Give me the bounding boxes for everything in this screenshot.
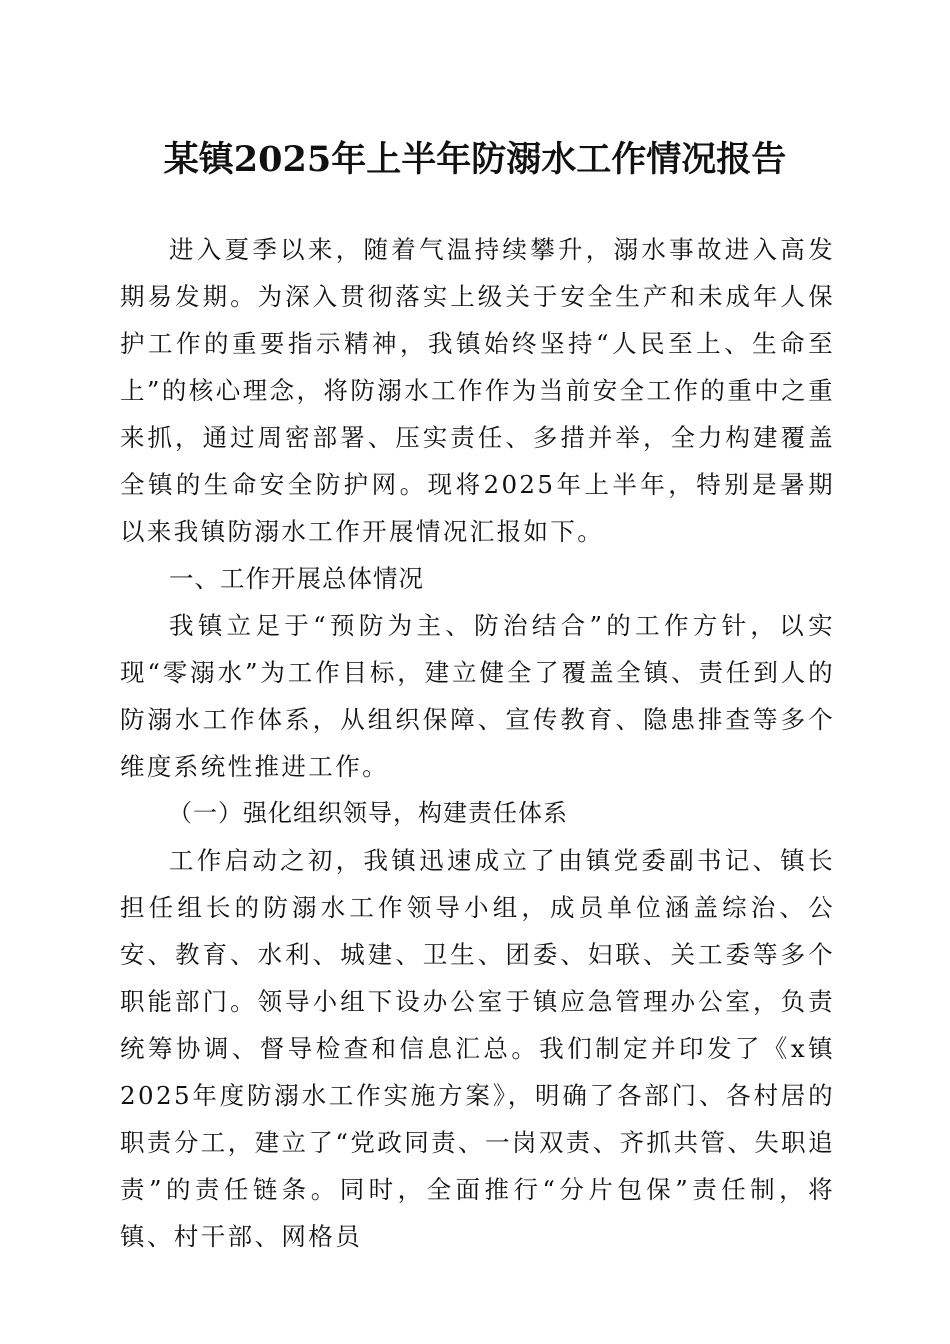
intro-paragraph: 进入夏季以来，随着气温持续攀升，溺水事故进入高发期易发期。为深入贯彻落实上级关于安全生产和未成年人保护工作的重要指示精神，我镇始终坚持“人民至上、生命至上”的核心理念，将防溺水工作作为当前安全工作的重中之重来抓，通过周密部署、压实责任、多措并举，全力构建覆盖全镇的生命安全防护网。现将2025年上半年，特别是暑期以来我镇防溺水工作开展情况汇报如下。	[120, 235, 835, 546]
subsection-1-paragraph: 工作启动之初，我镇迅速成立了由镇党委副书记、镇长担任组长的防溺水工作领导小组，成员单位涵盖综治、公安、教育、水利、城建、卫生、团委、妇联、关工委等多个职能部门。领导小组下设办公室于镇应急管理办公室，负责统筹协调、督导检查和信息汇总。我们制定并印发了《x镇2025年度防溺水工作实施方案》，明确了各部门、各村居的职责分工，建立了“党政同责、一岗双责、齐抓共管、失职追责”的责任链条。同时，全面推行“分片包保”责任制，将镇、村干部、网格员	[120, 846, 835, 1251]
section-1-paragraph: 我镇立足于“预防为主、防治结合”的工作方针，以实现“零溺水”为工作目标，建立健全了覆盖全镇、责任到人的防溺水工作体系，从组织保障、宣传教育、隐患排查等多个维度系统性推进工作。	[120, 611, 835, 781]
section-heading-1: 一、工作开展总体情况	[169, 564, 424, 593]
subsection-heading-1: （一）强化组织领导，构建责任体系	[168, 799, 568, 827]
document-body	[120, 226, 835, 1260]
document-title: 某镇2025年上半年防溺水工作情况报告	[163, 139, 787, 180]
